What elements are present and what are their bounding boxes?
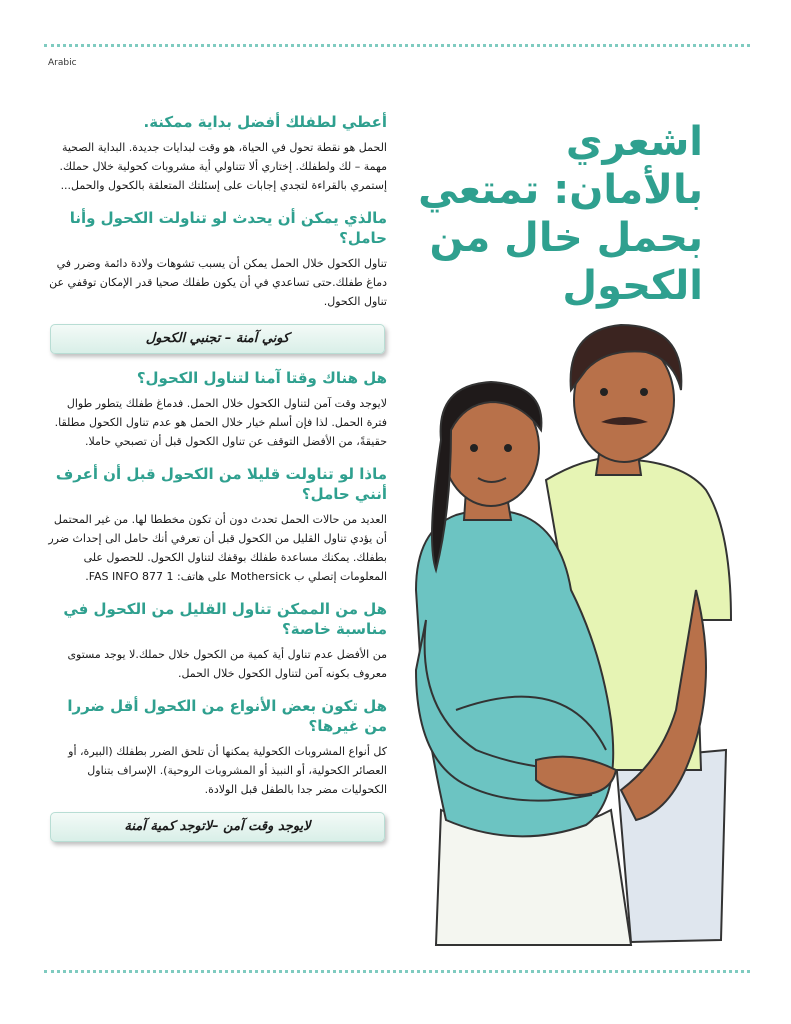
- section-body: لايوجد وقت آمن لتناول الكحول خلال الحمل. فدماغ طفلك يتطور طوال فترة الحمل. لذا فإن أسلم خيار خلال الحمل هو عدم تناول الكحول مطلقا. حقيقةً، من الأفضل التوقف عن تناول الكحول قبل أن تصبحي حاملا.: [54, 397, 387, 448]
- section-body: الحمل هو نقطة تحول في الحياة، هو وقت لبدايات جديدة. البداية الصحية مهمة – لك ولطفلك. إختاري ألا تتناولي أية مشروبات كحولية خلال حملك. إستمري بالقراءة لتجدي إجابات على إسئلتك المتعلقة بالكحول والحمل...: [59, 141, 387, 192]
- text-column: [44, 112, 387, 856]
- page-title: اشعري بالأمان: تمتعي بحمل خال من الكحول: [418, 119, 703, 309]
- callout-box-2: لايوجد وقت آمن –لاتوجد كمية آمنة: [50, 812, 385, 842]
- section-heading: أعطي لطفلك أفضل بداية ممكنة.: [143, 113, 387, 131]
- section-3: [44, 368, 387, 451]
- section-body: كل أنواع المشروبات الكحولية يمكنها أن تلحق الضرر بطفلك (البيرة، أو العصائر الكحولية، أو النبيذ أو المشروبات الروحية). الإسراف بتناول الكحوليات مضر جدا بالطفل قبل الولادة.: [68, 745, 387, 796]
- section-heading: ماذا لو تناولت قليلا من الكحول قبل أن أعرف أنني حامل؟: [55, 465, 387, 503]
- section-heading: هل هناك وقتا آمنا لتناول الكحول؟: [136, 369, 387, 387]
- section-1: [44, 112, 387, 195]
- callout-box-1: كوني آمنة – تجنبي الكحول: [50, 324, 385, 354]
- section-4: [44, 464, 387, 586]
- section-heading: هل من الممكن تناول القليل من الكحول في مناسبة خاصة؟: [63, 600, 387, 638]
- section-body: العديد من حالات الحمل تحدث دون أن تكون مخططا لها. من غير المحتمل أن يؤدي تناول القليل من الكحول قبل أن تعرفي أنك حامل الى إحداث ضرر بطفلك. يمكنك مساعدة طفلك بوقفك لتناول الكحول. للحصول على المعلومات إتصلي ب Mothersick على هاتف: 1 877 FAS INFO.: [48, 513, 387, 583]
- bottom-dotted-divider: [44, 970, 750, 973]
- section-body: تناول الكحول خلال الحمل يمكن أن يسبب تشوهات ولادة دائمة وضرر في دماغ طفلك.حتى تساعدي في أن يكون طفلك صحيا قدر الإمكان توقفي عن تناول الكحول.: [49, 257, 387, 308]
- language-label: Arabic: [48, 58, 77, 68]
- section-6: [44, 696, 387, 799]
- section-heading: هل تكون بعض الأنواع من الكحول أقل ضررا من غيرها؟: [67, 697, 387, 735]
- section-heading: مالذي يمكن أن يحدث لو تناولت الكحول وأنا حامل؟: [69, 209, 387, 247]
- top-dotted-divider: [44, 44, 750, 47]
- section-5: [44, 599, 387, 683]
- section-2: [44, 208, 387, 311]
- section-body: من الأفضل عدم تناول أية كمية من الكحول خلال حملك.لا يوجد مستوى معروف بكونه آمن لتناول الكحول خلال الحمل.: [67, 648, 387, 680]
- couple-illustration: [396, 290, 756, 950]
